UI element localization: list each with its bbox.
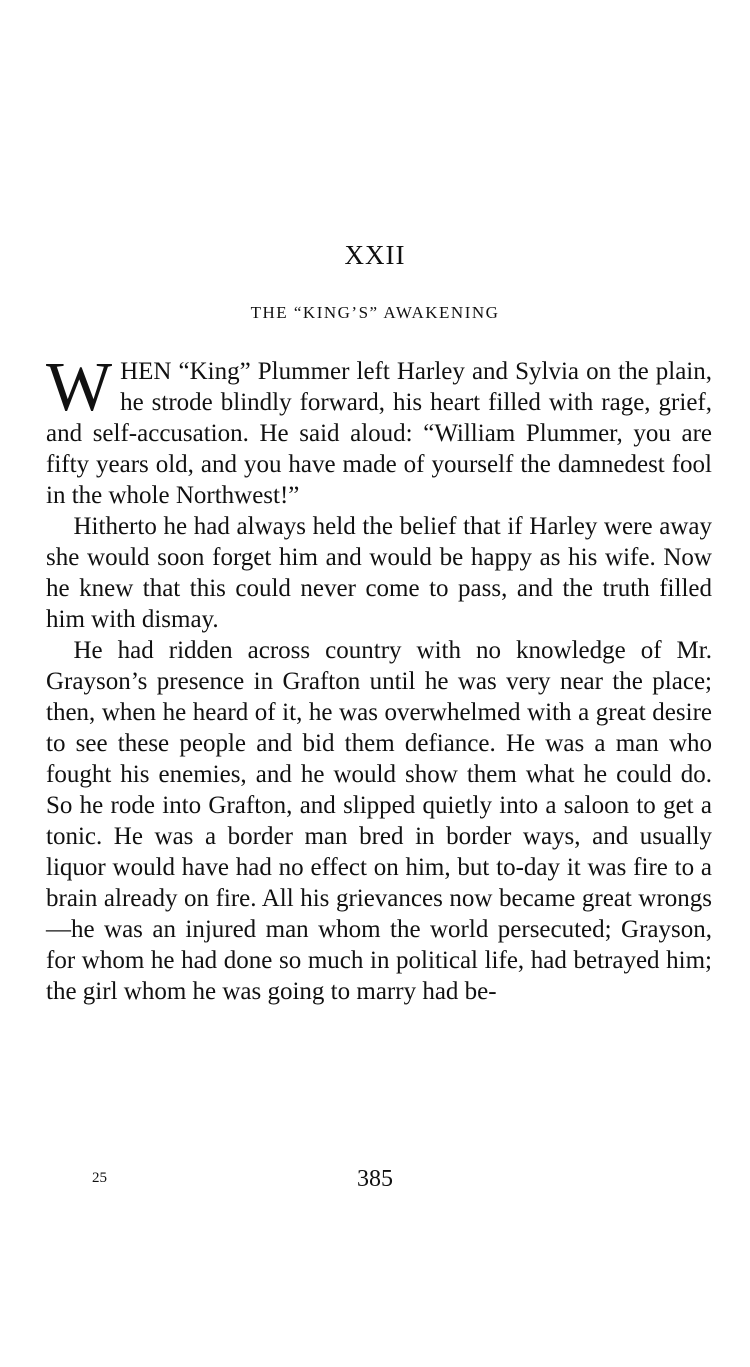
paragraph-1-text: HEN “King” Plummer left Harley and Sylvia on the plain, he strode blindly forward, his heart filled with rage, grief, and self-accusation. He said aloud: “William Plummer, you are fifty years old, and you have made of yourself the damnedest fool in the whole Northwest!” [46, 358, 712, 509]
paragraph-3: He had ridden across country with no knowledge of Mr. Grayson’s presence in Grafton until he was very near the place; then, when he heard of it, he was overwhelmed with a great desire to see these people and bid them defiance. He was a man who fought his enemies, and he would show them what he could do. So he rode into Grafton, and slipped quietly into a saloon to get a tonic. He was a border man bred in border ways, and usually liquor would have had no effect on him, but to-day it was fire to a brain already on fire. All his grievances now became great wrongs—he was an injured man whom the world persecuted; Grayson, for whom he had done so much in political life, had betrayed him; the girl whom he was going to marry had be- [46, 637, 712, 1005]
chapter-body [46, 349, 712, 1007]
chapter-number: XXII [344, 240, 406, 270]
chapter-title: THE “KING’S” AWAKENING [250, 303, 500, 322]
page-number: 385 [357, 1166, 393, 1192]
paragraph-1 [46, 349, 712, 511]
drop-cap: W [46, 349, 113, 426]
paragraph-2: Hitherto he had always held the belief that if Harley were away she would soon forget him and would be happy as his wife. Now he knew that this could never come to pass, and the truth filled him with dismay. [46, 513, 712, 633]
signature-mark: 25 [92, 1170, 107, 1186]
